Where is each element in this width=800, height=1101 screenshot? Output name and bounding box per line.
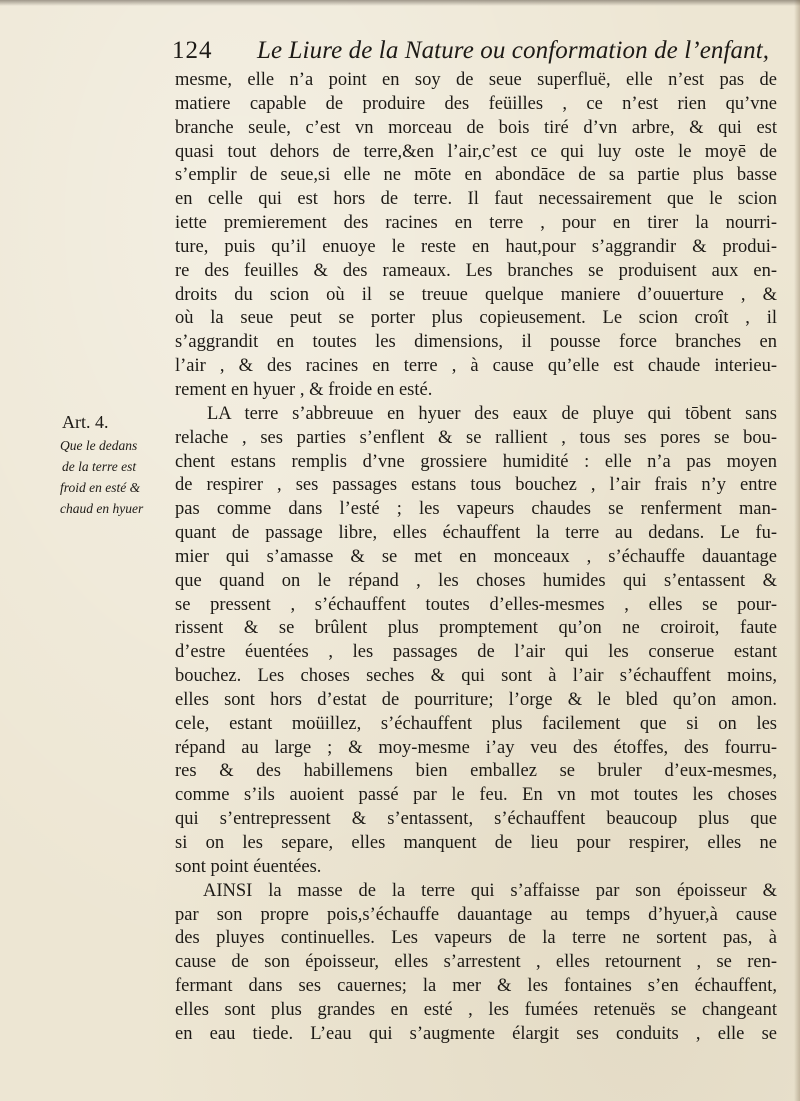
text-line: fermant dans ses cauernes; la mer & les fontaines s’en échauffent, [175, 976, 777, 997]
margin-notes [60, 409, 178, 519]
text-line: se pressent , s’échauffent toutes d’elles-mesmes , elles se pour- [175, 594, 777, 615]
text-line: s’aggrandit en toutes les dimensions, il pousse force branches en [175, 332, 777, 353]
page-header [172, 37, 772, 69]
margin-note-line: froid en esté & [60, 480, 141, 495]
page-edge [794, 0, 800, 1101]
text-line: en celle qui est hors de terre. Il faut necessairement que le scion [175, 189, 777, 210]
text-line: mier qui s’amasse & se met en monceaux , s’échauffe dauantage [175, 546, 777, 567]
text-line: que quand on le répand , les choses humides qui s’entassent & [175, 570, 777, 591]
text-line: iette premierement des racines en terre , pour en tirer la nourri- [175, 213, 777, 234]
margin-note-line: Que le dedans [60, 438, 138, 453]
text-line: AINSI la masse de la terre qui s’affaisse par son époisseur & [203, 880, 777, 901]
text-line: cele, estant moüillez, s’échauffent plus facilement que si on les [175, 713, 777, 734]
page-number: 124 [172, 37, 213, 64]
text-line: droits du scion où il se treuue quelque maniere d’ouuerture , & [175, 284, 777, 305]
text-line: par son propre pois,s’échauffe dauantage au temps d’hyuer,à cause [175, 904, 777, 925]
text-line: mesme, elle n’a point en soy de seue superfluë, elle n’est pas de [175, 70, 777, 90]
text-line: rissent & se brûlent plus promptement qu’on ne croiroit, faute [175, 618, 777, 639]
text-line: bouchez. Les choses seches & qui sont à l’air s’échauffent moins, [175, 666, 777, 687]
text-line: matiere capable de produire des feüilles , ce n’est rien qu’vne [175, 93, 777, 114]
text-line: comme s’ils auoient passé par le feu. En vn mot toutes les choses [175, 785, 777, 806]
margin-note-line: chaud en hyuer [60, 501, 144, 516]
text-line: elles sont hors d’estat de pourriture; l’orge & le bled qu’on amon. [175, 689, 777, 710]
margin-note-line: de la terre est [62, 459, 137, 474]
text-line: res & des habillemens bien emballez se bruler d’eux-mesmes, [175, 761, 777, 782]
text-line: s’emplir de seue,si elle ne mōte en abondāce de sa partie plus basse [175, 165, 777, 186]
text-line: si on les separe, elles manquent de lieu pour respirer, elles ne [175, 833, 777, 853]
text-line: relache , ses parties s’enflent & se rallient , tous ses pores se bou- [175, 427, 777, 448]
text-line: chent estans remplis d’vne grossiere humidité : elle n’a pas moyen [175, 451, 777, 472]
article-label: Art. 4. [62, 412, 109, 432]
text-line: quasi tout dehors de terre,&en l’air,c’est ce qui luy oste le moyē de [175, 141, 777, 162]
text-line: LA terre s’abbreuue en hyuer des eaux de pluye qui tōbent sans [207, 403, 777, 424]
text-line: elles sont plus grandes en esté , les fumées retenuës se changeant [175, 999, 777, 1020]
text-line: quant de passage libre, elles échauffent la terre au dedans. Le fu- [175, 523, 777, 544]
text-line: répand au large ; & moy-mesme i’ay veu des étoffes, des fourru- [175, 737, 777, 758]
text-line: ture, puis qu’il enuoye le reste en haut,pour s’aggrandir & produi- [175, 236, 777, 257]
page-top-shadow [0, 0, 800, 6]
text-line: cause de son époisseur, elles s’arrestent , elles retournent , se ren- [175, 952, 777, 973]
text-line: sont point éuentées. [175, 856, 322, 877]
text-line: l’air , & des racines en terre , à cause qu’elle est chaude interieu- [175, 356, 777, 377]
text-line: où la seue peut se porter plus copieusement. Le scion croît , il [175, 308, 777, 329]
body-text [175, 69, 777, 1047]
text-line: en eau tiede. L’eau qui s’augmente élargit ses conduits , elle se [175, 1023, 777, 1044]
text-line: de respirer , ses passages estans tous bouchez , l’air frais n’y entre [175, 475, 777, 496]
text-line: qui s’entrepressent & s’entassent, s’échauffent beaucoup plus que [175, 809, 777, 830]
text-line: branche seule, c’est vn morceau de bois tiré d’vn arbre, & qui est [175, 117, 777, 138]
text-line: pas comme dans l’esté ; les vapeurs chaudes se renferment man- [175, 499, 777, 520]
text-line: des pluyes continuelles. Les vapeurs de la terre ne sortent pas, à [175, 928, 777, 949]
text-line: rement en hyuer , & froide en esté. [175, 379, 433, 400]
text-line: d’estre éuentées , les passages de l’air qui les conserue estant [175, 642, 777, 663]
text-line: re des feuilles & des rameaux. Les branches se produisent aux en- [175, 260, 777, 281]
running-head: Le Liure de la Nature ou conformation de l’enfant, [257, 37, 770, 64]
